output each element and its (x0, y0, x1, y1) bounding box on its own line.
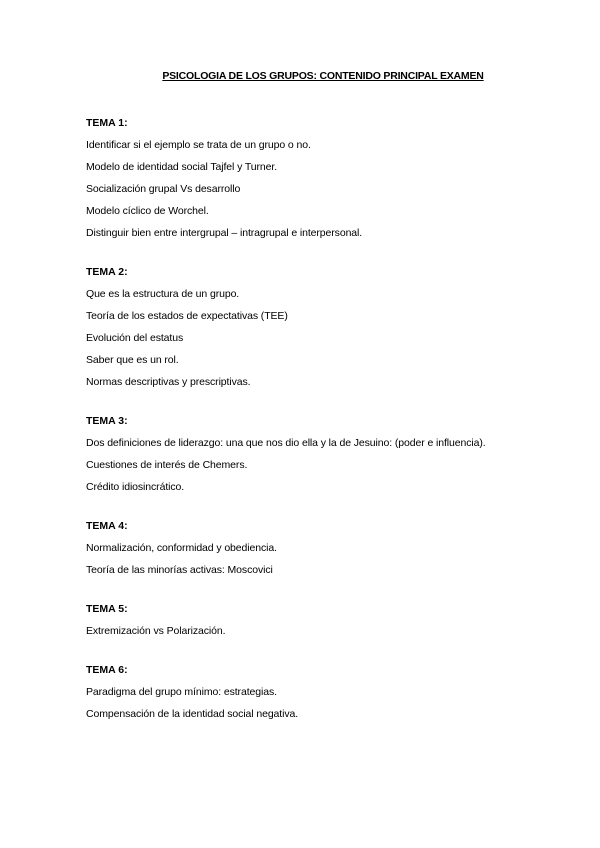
list-item: Modelo de identidad social Tajfel y Turner. (86, 161, 278, 173)
section-tema-2 (86, 265, 560, 389)
section-item-list (86, 287, 560, 389)
section-tema-3 (86, 414, 560, 494)
list-item: Socialización grupal Vs desarrollo (86, 183, 241, 195)
list-item: Normas descriptivas y prescriptivas. (86, 376, 251, 388)
list-item: Distinguir bien entre intergrupal – intragrupal e interpersonal. (86, 227, 363, 239)
sections-container (86, 116, 560, 721)
section-heading: TEMA 2: (86, 266, 128, 278)
list-item: Modelo cíclico de Worchel. (86, 205, 209, 217)
section-heading: TEMA 5: (86, 603, 128, 615)
list-item: Normalización, conformidad y obediencia. (86, 542, 277, 554)
document-title: PSICOLOGIA DE LOS GRUPOS: CONTENIDO PRINCIPAL EXAMEN (162, 70, 484, 82)
list-item: Compensación de la identidad social negativa. (86, 708, 299, 720)
list-item: Cuestiones de interés de Chemers. (86, 459, 248, 471)
section-heading: TEMA 6: (86, 664, 128, 676)
list-item: Paradigma del grupo mínimo: estrategias. (86, 686, 277, 698)
section-item-list (86, 541, 560, 577)
section-item-list (86, 436, 560, 494)
list-item: Extremización vs Polarización. (86, 625, 226, 637)
section-tema-4 (86, 519, 560, 577)
list-item: Que es la estructura de un grupo. (86, 288, 240, 300)
section-tema-1 (86, 116, 560, 240)
list-item: Crédito idiosincrático. (86, 481, 185, 493)
list-item: Teoría de las minorías activas: Moscovici (86, 564, 273, 576)
list-item: Teoría de los estados de expectativas (TEE) (86, 310, 288, 322)
section-tema-6 (86, 663, 560, 721)
list-item: Identificar si el ejemplo se trata de un grupo o no. (86, 139, 311, 151)
section-heading: TEMA 4: (86, 520, 128, 532)
list-item: Saber que es un rol. (86, 354, 179, 366)
section-heading: TEMA 3: (86, 415, 128, 427)
list-item: Evolución del estatus (86, 332, 184, 344)
section-item-list (86, 138, 560, 240)
section-item-list (86, 685, 560, 721)
list-item: Dos definiciones de liderazgo: una que nos dio ella y la de Jesuino: (poder e influencia). (86, 437, 486, 449)
section-heading: TEMA 1: (86, 117, 128, 129)
section-item-list (86, 624, 560, 638)
section-tema-5 (86, 602, 560, 638)
